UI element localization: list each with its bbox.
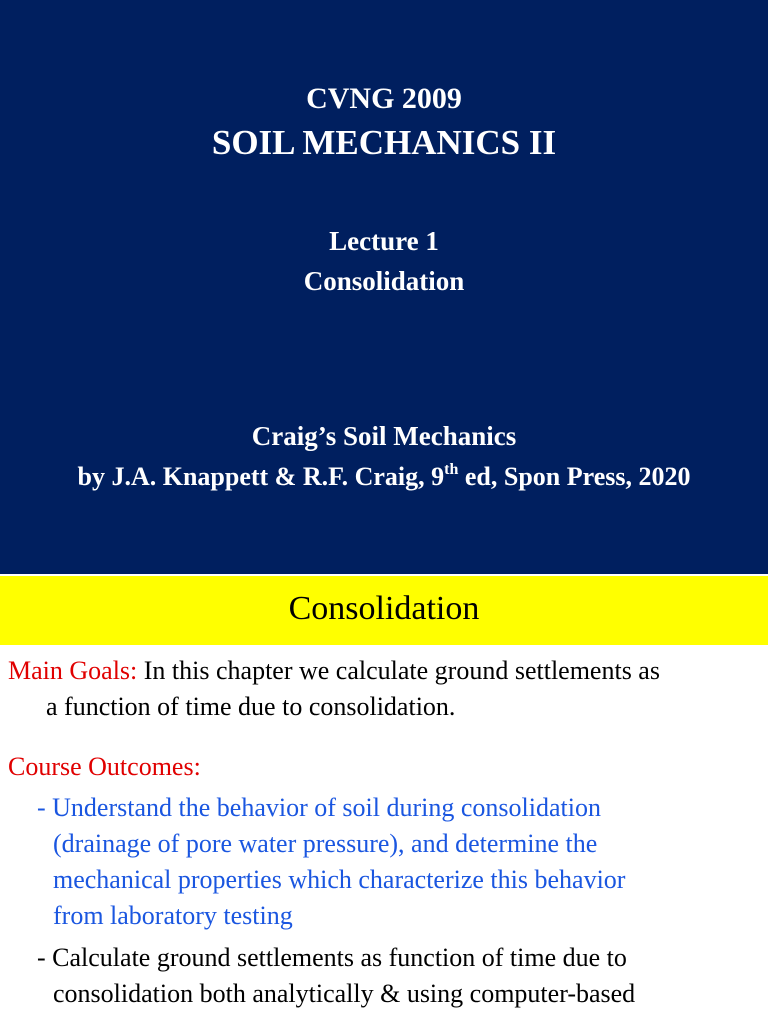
book-title: Craig’s Soil Mechanics (251, 421, 517, 451)
main-goals-text-line1: In this chapter we calculate ground settlements as (137, 656, 660, 685)
lecture-topic: Consolidation (303, 266, 465, 296)
book-authors (0, 462, 768, 492)
outcome-1-line: - Understand the behavior of soil during consolidation (37, 793, 601, 822)
main-goals (8, 653, 766, 725)
course-code: CVNG 2009 (306, 82, 462, 115)
main-goals-label: Main Goals: (8, 656, 138, 685)
course-outcomes-label: Course Outcomes: (8, 752, 201, 781)
slide2-title: Consolidation (288, 590, 480, 627)
outcome-2-line: - Calculate ground settlements as function of time due to (37, 943, 627, 972)
outcome-1-line: (drainage of pore water pressure), and determine the (53, 829, 598, 858)
book-edition-superscript: th (444, 461, 459, 478)
outcome-2-line: consolidation both analytically & using computer-based (53, 979, 636, 1008)
course-title: SOIL MECHANICS II (211, 123, 557, 162)
book-authors-suffix: ed, Spon Press, 2020 (458, 462, 691, 491)
slide2-title-bar (0, 576, 768, 645)
outcome-1 (37, 790, 757, 934)
main-goals-text-line2: a function of time due to consolidation. (46, 692, 456, 721)
lecture-number: Lecture 1 (329, 226, 439, 256)
outcome-1-line: mechanical properties which characterize this behavior (53, 865, 626, 894)
outcome-1-line: from laboratory testing (53, 901, 293, 930)
book-authors-prefix: by J.A. Knappett & R.F. Craig, 9 (77, 462, 445, 491)
outcome-2 (37, 940, 757, 1012)
slide2-body (0, 645, 768, 1024)
